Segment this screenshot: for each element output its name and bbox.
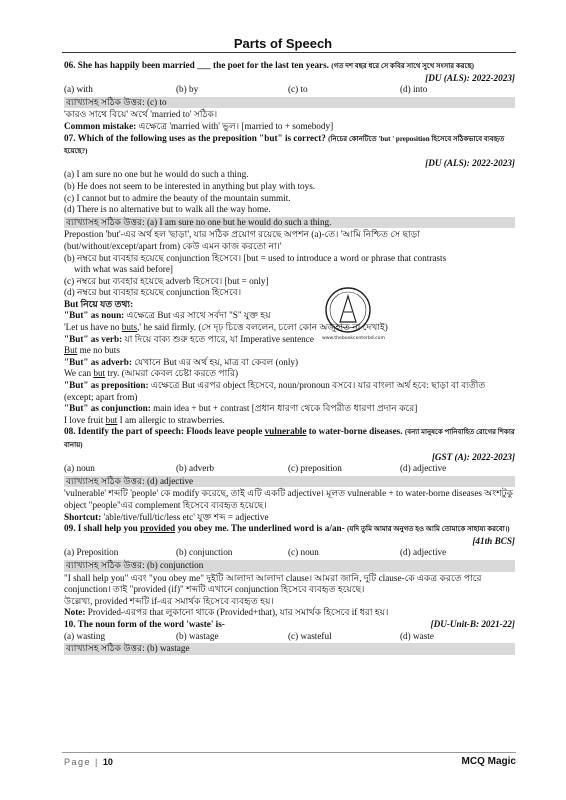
q08-shortcut-text: 'able/tive/full/tic/less etc' যুক্ত শব্দ = adjective <box>101 511 269 522</box>
but-verb-example: me no buts <box>77 345 120 356</box>
q06-option-b: (b) by <box>176 84 199 95</box>
question-10 <box>64 619 515 655</box>
q07-option-a: (a) I am sure no one but he would do such a thing. <box>64 169 249 180</box>
q06-answer: ব্যাখ্যাসহ সঠিক উত্তর: (c) to <box>64 97 515 109</box>
q09-stem-a: 09. I shall help you <box>64 523 141 534</box>
but-verb-text: যা দিয়ে বাক্য শুরু হতে পারে, যা Imperative sentence <box>122 333 314 344</box>
q07-explanation-3: (c) নম্বরে but ব্যবহার হয়েছে adverb হিসেবে। [but = only] <box>64 275 269 286</box>
q09-option-d: (d) adjective <box>400 547 447 558</box>
but-adverb-label: "But" as adverb: <box>64 356 132 367</box>
q08-answer: ব্যাখ্যাসহ সঠিক উত্তর: (d) adjective <box>64 476 515 488</box>
q07-option-d: (d) There is no alternative but to walk all the way home. <box>64 204 271 215</box>
but-noun-text: এক্ষেত্রে But এর সাথে সর্বদা "S" যুক্ত হয় <box>124 310 271 321</box>
q09-note-text: Provided-এরপর that লুকানো থাকে (Provided+that), যার সমার্থক হিসেবে if ধরা হয়। <box>85 607 389 618</box>
q09-source: [41th BCS] <box>472 535 515 546</box>
q07-option-c: (c) I cannot but to admire the beauty of the mountain summit. <box>64 192 291 203</box>
q08-explanation: 'vulnerable' শব্দটি 'people' কে modify করেছে, তাই এটি একটি adjective। মূলত vulnerable + to water-borne diseases অংশটুকু object "people"এর complement হিসেবে ব্যবহৃত হয়েছে। <box>64 488 514 510</box>
q09-note-label: Note: <box>64 607 86 618</box>
but-preposition-text: এক্ষেত্রে But এরপর object হিসেবে, noun/pronoun বসবে। যার বাংলা অর্থ হবে: ছাড়া বা ব্যতীত (except; apart from) <box>64 380 486 402</box>
q10-stem: 10. The noun form of the word 'waste' is- <box>64 618 225 629</box>
q06-option-d: (d) into <box>400 84 428 95</box>
question-09 <box>64 523 515 619</box>
q06-stem: 06. She has happily been married ___ the poet for the last ten years. <box>64 60 329 70</box>
q09-explanation-2: উল্লেখ্য, provided শব্দটি if-এর সমার্থক হিসেবে ব্যবহৃত হয়। <box>64 595 274 606</box>
q06-note: (গত দশ বছর ধরে সে কবির সাথে সুখে সংসার করছে) <box>331 62 475 70</box>
q08-source: [GST (A): 2022-2023] <box>431 451 515 462</box>
page-content <box>64 60 515 656</box>
but-adverb-example-c: try. (আমরা কেবল চেষ্টা করতে পারি) <box>105 368 239 379</box>
but-adverb-text: যেখানে But এর অর্থ হয়, মাত্র বা কেবল (only) <box>131 356 299 367</box>
but-noun-example-c: ,' he said firmly. (সে দৃঢ় চিত্তে বললেন, চলো কোন অজুহাত না দেখাই) <box>137 322 388 333</box>
but-conjunction-example-u: but <box>105 414 118 425</box>
q06-option-c: (c) to <box>288 84 308 95</box>
q07-explanation-2b: with what was said before] <box>74 264 173 275</box>
q07-stem: 07. Which of the following uses as the preposition "but" is correct? <box>64 132 326 143</box>
q09-stem-underlined: provided <box>140 523 176 534</box>
question-06 <box>64 60 515 133</box>
q08-stem-a: 08. Identify the part of speech: Floods leave people <box>64 426 265 437</box>
q09-stem-c: you obey me. The underlined word is a/an- <box>175 523 345 534</box>
q10-option-c: (c) wasteful <box>288 630 332 641</box>
q09-answer: ব্যাখ্যাসহ সঠিক উত্তর: (b) conjunction <box>64 560 515 572</box>
q07-explanation-4: (d) নম্বরে but ব্যবহার হয়েছে conjunction হিসেবে। <box>64 287 242 298</box>
q06-mistake-text: এক্ষেত্রে 'married with' ভুল। [married to + somebody] <box>136 120 334 131</box>
stamp-site-text: www.thebookcenterbd.com <box>322 336 385 341</box>
q07-explanation-1: Prepostion 'but'-এর অর্থ হল 'ছাড়া', যার সঠিক প্রয়োগ রয়েছে অপশন (a)-তে। 'আমি নিশ্চিত সে ছাড়া (but/without/except/apart from) কেউ এমন কাজ করতো না।' <box>64 229 420 251</box>
q08-options <box>64 463 515 475</box>
q06-option-a: (a) with <box>64 84 93 95</box>
q08-option-a: (a) noun <box>64 463 95 474</box>
q07-info-heading: But নিয়ে যত তথ্য: <box>64 298 134 309</box>
q10-option-a: (a) wasting <box>64 630 106 641</box>
q07-note: (নিচের কোনটিতে 'but ' preposition হিসেবে সঠিকভাবে ব্যবহৃত হয়েছে?) <box>64 134 505 156</box>
q09-options <box>64 547 515 559</box>
q09-option-b: (b) conjunction <box>176 547 233 558</box>
but-conjunction-example-c: I am allergic to strawberries. <box>117 414 225 425</box>
q08-stem-c: to water-borne diseases. <box>306 426 403 437</box>
q09-option-c: (c) noun <box>288 547 319 558</box>
but-adverb-example-u: but <box>93 368 106 379</box>
q07-option-b: (b) He does not seem to be interested in anything but play with toys. <box>64 180 316 191</box>
but-conjunction-example-a: I love fruit <box>64 414 106 425</box>
but-noun-label: "But" as noun: <box>64 310 125 321</box>
but-verb-example-u: But <box>64 345 78 356</box>
footer-divider <box>62 752 516 753</box>
q07-explanation-2: (b) নম্বরে but ব্যবহার হয়েছে conjunction হিসেবে। [but = used to introduce a word or phrase that contrasts <box>64 252 447 263</box>
page-header-title: Parts of Speech <box>233 36 333 51</box>
q10-source: [DU-Unit-B: 2021-22] <box>430 618 515 629</box>
but-adverb-example-a: We can <box>64 368 94 379</box>
q09-explanation-1: "I shall help you" এবং "you obey me" দুইটি আলাদা আলাদা clause। আমরা জানি, দুটি clause-কে একত্র করতে পারে conjunction। তাই "provided (if)" শব্দটি এখানে conjunction হিসেবে ব্যবহৃত হয়েছে। <box>64 572 482 595</box>
q08-option-c: (c) preposition <box>288 463 342 474</box>
q08-option-b: (b) adverb <box>176 463 215 474</box>
q09-option-a: (a) Preposition <box>64 547 119 558</box>
q06-explanation: 'কারও সাথে বিয়ে' অর্থে 'married to' সঠিক। <box>64 109 218 120</box>
q08-stem-underlined: vulnerable <box>264 426 307 437</box>
q08-shortcut-label: Shortcut: <box>64 511 102 522</box>
but-preposition-label: "But" as preposition: <box>64 380 149 391</box>
q07-source: [DU (ALS): 2022-2023] <box>425 157 515 168</box>
q06-mistake-label: Common mistake: <box>64 120 137 131</box>
question-07 <box>64 133 515 427</box>
q06-options <box>64 84 515 96</box>
but-verb-label: "But" as verb: <box>64 333 123 344</box>
but-conjunction-label: "But" as conjunction: <box>64 403 151 414</box>
but-noun-example-a: 'Let us have no <box>64 322 122 333</box>
q10-option-b: (b) wastage <box>176 630 219 641</box>
q08-option-d: (d) adjective <box>400 463 447 474</box>
header-divider <box>62 52 516 53</box>
q10-answer: ব্যাখ্যাসহ সঠিক উত্তর: (b) wastage <box>64 643 515 655</box>
q10-option-d: (d) waste <box>400 630 434 641</box>
q07-answer: ব্যাখ্যাসহ সঠিক উত্তর: (a) I am sure no one but he would do such a thing. <box>64 217 515 229</box>
q06-source: [DU (ALS): 2022-2023] <box>425 72 515 83</box>
footer-page-label: Page <box>64 757 92 767</box>
but-conjunction-text: main idea + but + contrast [প্রধান ধারণা থেকে বিপরীত ধারণা প্রদান করে] <box>150 403 418 414</box>
q09-note: (যদি তুমি আমার অনুগত হও আমি তোমাকে সাহায্য করবো।) <box>347 525 510 534</box>
footer-book-title: MCQ Magic <box>461 756 516 767</box>
q08-note: (বন্যা মানুষকে পানিবাহিত রোগের শিকার বানায়) <box>64 428 515 449</box>
footer-page-num: 10 <box>102 757 113 767</box>
question-08 <box>64 426 515 523</box>
but-noun-example-u: buts <box>121 322 138 333</box>
footer-page-number: Page | 10 <box>64 757 113 767</box>
q10-options <box>64 631 515 643</box>
